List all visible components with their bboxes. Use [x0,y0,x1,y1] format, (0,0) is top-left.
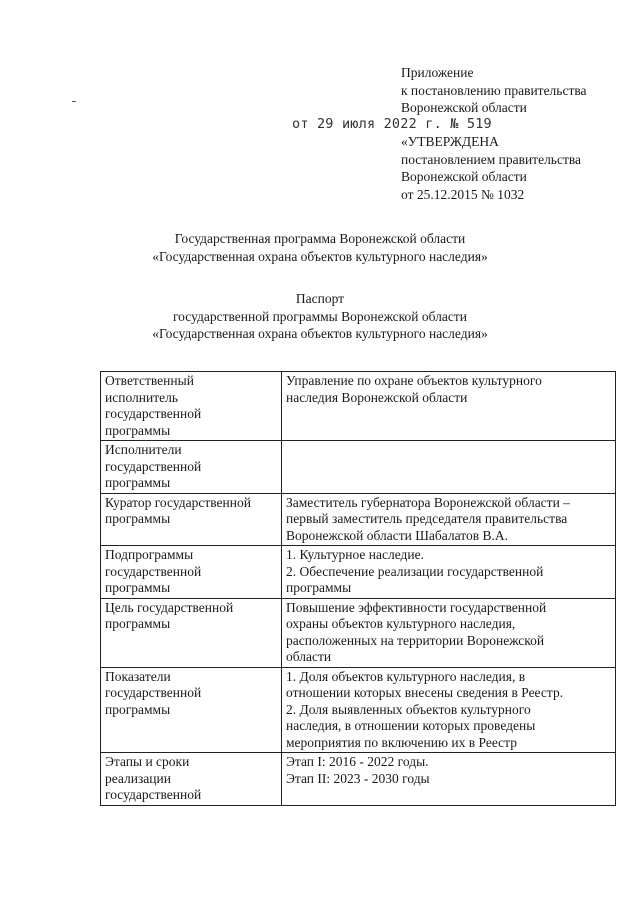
approved-line: «УТВЕРЖДЕНА [401,134,499,149]
row-key-line: Исполнители [105,442,182,457]
row-value-cell [282,372,616,441]
row-value-cell [282,598,616,667]
row-value-line: наследия, в отношении которых проведены [286,718,536,733]
passport-title-line: Паспорт [295,291,345,306]
row-key-cell [101,667,282,753]
passport-title-line: «Государственная охрана объектов культурного наследия» [152,326,488,341]
row-value-line: программы [286,580,352,595]
row-key-line: Ответственный [105,373,194,388]
table-row [101,667,616,753]
appendix-line: Приложение [401,65,474,80]
row-key-line: государственной [105,787,202,802]
registration-stamp: от 29 июля 2022 г. № 519 [292,116,492,132]
row-value-line: отношении которых внесены сведения в Реестр. [286,685,564,700]
table-row [101,372,616,441]
table-row [101,753,616,806]
row-value-line: Повышение эффективности государственной [286,599,547,615]
row-value-cell [282,667,616,753]
passport-table-body [101,372,616,806]
row-value-cell [282,441,616,494]
row-value-line: области [286,649,332,664]
row-key-line: программы [105,616,171,631]
row-value-line: первый заместитель председателя правительства [286,511,568,526]
row-key-cell [101,598,282,667]
row-key-line: реализации [105,770,171,786]
row-value-line: наследия Воронежской области [286,389,468,405]
row-value-line: 2. Доля выявленных объектов культурного [286,701,531,717]
row-key-line: государственной [105,563,202,579]
row-value-line: Этап I: 2016 - 2022 годы. [286,754,429,769]
row-value-line: 1. Доля объектов культурного наследия, в [286,668,526,684]
row-key-cell [101,546,282,599]
row-value-line: Заместитель губернатора Воронежской области – [286,494,570,510]
passport-table [100,371,616,806]
scan-dot [72,101,76,102]
row-key-line: государственной [105,458,202,474]
row-key-line: исполнитель [105,389,178,405]
row-value-cell [282,493,616,546]
row-key-line: программы [105,422,171,438]
row-key-cell [101,441,282,494]
row-key-cell [101,372,282,441]
program-title-line: Государственная программа Воронежской области [174,231,466,246]
row-key-line: Этапы и сроки [105,754,190,769]
row-key-line: программы [105,701,171,717]
row-key-line: государственной [105,685,202,700]
table-row [101,598,616,667]
appendix-header [401,64,587,117]
approved-line: от 25.12.2015 № 1032 [401,186,525,202]
row-value-line: Этап II: 2023 - 2030 годы [286,770,430,786]
row-key-line: программы [105,475,171,490]
approved-line: постановлением правительства [401,151,582,167]
approved-line: Воронежской области [401,169,527,184]
row-key-line: Цель государственной [105,599,234,615]
table-row [101,441,616,494]
appendix-line: к постановлению правительства [401,82,587,98]
row-key-line: программы [105,511,171,526]
row-value-cell [282,753,616,806]
row-value-line: Воронежской области Шабалатов В.А. [286,527,508,543]
program-title [0,230,640,265]
row-value-line: охраны объектов культурного наследия, [286,616,516,631]
row-key-line: Показатели [105,668,171,684]
row-key-cell [101,753,282,806]
row-key-line: Куратор государственной [105,494,251,510]
row-value-line: расположенных на территории Воронежской [286,632,545,648]
row-key-cell [101,493,282,546]
row-key-line: программы [105,580,171,595]
passport-title [0,290,640,343]
row-value-line: 1. Культурное наследие. [286,547,424,562]
appendix-line: Воронежской области [401,100,527,115]
program-title-line: «Государственная охрана объектов культурного наследия» [152,248,488,264]
row-value-line: 2. Обеспечение реализации государственной [286,563,544,579]
approved-block [401,133,581,203]
row-value-line: Управление по охране объектов культурного [286,373,542,388]
table-row [101,493,616,546]
passport-title-line: государственной программы Воронежской области [172,308,468,324]
row-key-line: государственной [105,406,202,421]
table-row [101,546,616,599]
row-value-line: мероприятия по включению их в Реестр [286,734,517,750]
row-value-cell [282,546,616,599]
row-key-line: Подпрограммы [105,547,194,562]
